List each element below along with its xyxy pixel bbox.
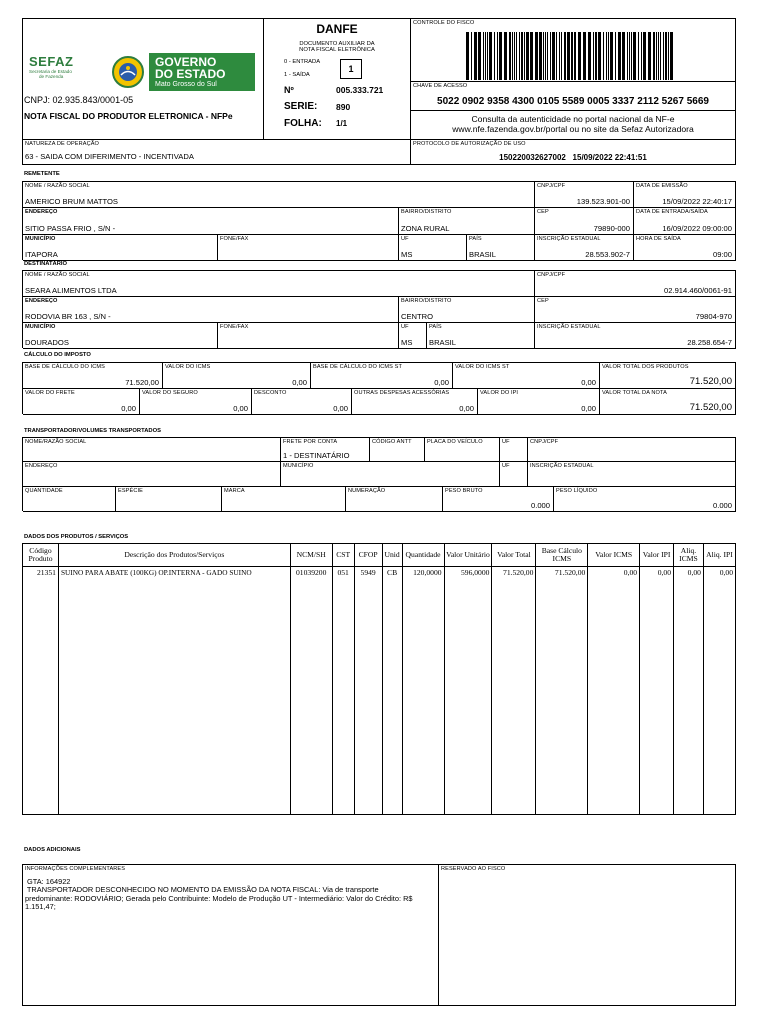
folha-label: FOLHA: (284, 118, 322, 129)
dest-pais: BRASIL (429, 338, 457, 347)
th-codigo: Código Produto (23, 544, 59, 567)
table-row (23, 567, 736, 578)
natureza-value: 63 - SAIDA COM DIFERIMENTO - INCENTIVADA (25, 152, 194, 161)
transp-numeracao-label: NUMERAÇÃO (348, 488, 386, 494)
rem-ie-label: INSCRIÇÃO ESTADUAL (537, 236, 601, 242)
rem-cep-label: CEP (537, 209, 549, 215)
info-text (25, 878, 435, 912)
transp-antt-label: CÓDIGO ANTT (372, 439, 412, 445)
cell-valor-ipi: 0,00 (640, 567, 674, 578)
serie-label: SERIE: (284, 101, 318, 112)
info-line-gta: GTA: 164922 (27, 877, 71, 886)
ipi: 0,00 (581, 404, 596, 413)
transp-nome-label: NOME/RAZÃO SOCIAL (25, 439, 87, 445)
bc-st: 0,00 (434, 378, 449, 387)
transp-frete-label: FRETE POR CONTA (283, 439, 338, 445)
cell-quantidade: 120,0000 (402, 567, 444, 578)
numero-label: Nº (284, 85, 294, 95)
transp-municipio-label: MUNICÍPIO (283, 463, 314, 469)
controle-label: CONTROLE DO FISCO (413, 20, 475, 26)
cell-descricao: SUINO PARA ABATE (100KG) OP.INTERNA - GADO SUINO (58, 567, 290, 578)
outras-label: OUTRAS DESPESAS ACESSÓRIAS (354, 390, 450, 396)
info-complementares (22, 864, 439, 1006)
dest-ie-label: INSCRIÇÃO ESTADUAL (537, 324, 601, 330)
transportador-title: TRANSPORTADOR/VOLUMES TRANSPORTADOS (24, 428, 161, 434)
rem-endereco-label: ENDEREÇO (25, 209, 58, 215)
rem-pais: BRASIL (469, 250, 497, 259)
seguro-label: VALOR DO SEGURO (142, 390, 198, 396)
destinatario-block (22, 270, 736, 348)
gov-line3: Mato Grosso do Sul (155, 81, 217, 88)
rem-hora-label: HORA DE SAÍDA (636, 236, 681, 242)
dest-cnpj-label: CNPJ/CPF (537, 272, 566, 278)
transp-placa-label: PLACA DO VEÍCULO (427, 439, 483, 445)
fisco-label: RESERVADO AO FISCO (441, 866, 506, 872)
cell-valor-total: 71.520,00 (492, 567, 536, 578)
transp-ie-label: INSCRIÇÃO ESTADUAL (530, 463, 594, 469)
dest-bairro-label: BAIRRO/DISTRITO (401, 298, 452, 304)
dest-nome-label: NOME / RAZÃO SOCIAL (25, 272, 90, 278)
dest-uf: MS (401, 338, 413, 347)
produtos-table (22, 543, 736, 815)
governo-banner (149, 53, 255, 91)
folha-value: 1/1 (336, 119, 348, 128)
remetente-block (22, 181, 736, 260)
remetente-title: REMETENTE (24, 171, 60, 177)
rem-entrada: 16/09/2022 09:00:00 (662, 224, 732, 233)
cell-aliq-ipi: 0,00 (703, 567, 735, 578)
rem-municipio-label: MUNICÍPIO (25, 236, 56, 242)
fisco-block (410, 18, 736, 140)
rem-pais-label: PAÍS (469, 236, 482, 242)
dest-ie: 28.258.654-7 (687, 338, 732, 347)
emitente-block (22, 18, 264, 140)
dest-cep: 79804-970 (695, 312, 732, 321)
protocolo-value: 150220032627002 15/09/2022 22:41:51 (499, 153, 647, 162)
cell-cfop: 5949 (354, 567, 382, 578)
protocolo-label: PROTOCOLO DE AUTORIZAÇÃO DE USO (413, 141, 526, 147)
dest-pais-label: PAÍS (429, 324, 442, 330)
emitente-cnpj: CNPJ: 02.935.843/0001-05 (24, 95, 134, 105)
th-cfop: CFOP (354, 544, 382, 567)
dest-cnpj: 02.914.460/0061-91 (664, 286, 732, 295)
rem-emissao-label: DATA DE EMISSÃO (636, 183, 688, 189)
cell-ncm: 01039200 (290, 567, 332, 578)
transp-endereco-label: ENDEREÇO (25, 463, 58, 469)
rem-ie: 28.553.902-7 (585, 250, 630, 259)
doc-title: NOTA FISCAL DO PRODUTOR ELETRONICA - NFPe (24, 111, 233, 121)
cell-base-icms: 71.520,00 (536, 567, 588, 578)
transp-peso-bruto: 0.000 (530, 501, 550, 510)
bc-st-label: BASE DE CÁLCULO DO ICMS ST (313, 364, 403, 370)
rem-entrada-label: DATA DE ENTRADA/SAÍDA (636, 209, 708, 215)
th-cst: CST (332, 544, 354, 567)
th-aliq-icms: Aliq. ICMS (674, 544, 704, 567)
th-base-icms: Base Cálculo ICMS (536, 544, 588, 567)
gov-line2: DO ESTADO (155, 67, 226, 81)
chave-value: 5022 0902 9358 4300 0105 5589 0005 3337 2112 5267 5669 (437, 96, 709, 107)
imposto-title: CÁLCULO DO IMPOSTO (24, 352, 91, 358)
th-descricao: Descrição dos Produtos/Serviços (58, 544, 290, 567)
v-nota: 71.520,00 (689, 402, 732, 413)
state-crest-icon (111, 55, 145, 89)
danfe-sub2: NOTA FISCAL ELETRÔNICA (299, 47, 375, 53)
transp-marca-label: MARCA (224, 488, 245, 494)
dest-nome: SEARA ALIMENTOS LTDA (25, 286, 117, 295)
sefaz-name: SEFAZ (29, 54, 74, 69)
tipo-box: 1 (340, 59, 362, 79)
transp-frete: 1 - DESTINATÁRIO (283, 451, 350, 460)
transp-uf2-label: UF (502, 463, 510, 469)
frete: 0,00 (121, 404, 136, 413)
th-quantidade: Quantidade (402, 544, 444, 567)
natureza-cell (22, 139, 411, 165)
v-icms: 0,00 (292, 378, 307, 387)
th-valor-ipi: Valor IPI (640, 544, 674, 567)
numero-value: 005.333.721 (336, 85, 384, 95)
rem-bairro: ZONA RURAL (401, 224, 450, 233)
table-empty-area (23, 578, 736, 815)
v-nota-label: VALOR TOTAL DA NOTA (602, 390, 667, 396)
dest-municipio: DOURADOS (25, 338, 69, 347)
cell-unid: CB (382, 567, 402, 578)
entrada-label: 0 - ENTRADA (284, 59, 321, 65)
adicionais-title: DADOS ADICIONAIS (24, 847, 81, 853)
dest-cep-label: CEP (537, 298, 549, 304)
produtos-header-row (23, 544, 736, 567)
transp-uf-label: UF (502, 439, 510, 445)
protocolo-cell (410, 139, 736, 165)
rem-cep: 79890-000 (593, 224, 630, 233)
dest-endereco-label: ENDEREÇO (25, 298, 58, 304)
frete-label: VALOR DO FRETE (25, 390, 75, 396)
danfe-title: DANFE (316, 22, 358, 36)
th-unid: Unid (382, 544, 402, 567)
ipi-label: VALOR DO IPI (480, 390, 519, 396)
destinatario-title: DESTINATÁRIO (24, 261, 68, 267)
sefaz-sub2: de Fazenda (39, 74, 64, 79)
rem-hora: 09:00 (712, 250, 732, 259)
rem-municipio: ITAPORA (25, 250, 58, 259)
rem-nome: AMERICO BRUM MATTOS (25, 197, 118, 206)
v-prod: 71.520,00 (689, 376, 732, 387)
info-line-modelo: predominante: RODOVIÁRIO; Gerada pelo Contribuinte: Modelo de Produção UT - Intermediário: Valor do Crédito: R$ (25, 893, 413, 903)
th-aliq-ipi: Aliq. IPI (703, 544, 735, 567)
transp-qtd-label: QUANTIDADE (25, 488, 63, 494)
gov-line1: GOVERNO (155, 55, 217, 69)
rem-fone-label: FONE/FAX (220, 236, 249, 242)
rem-uf: MS (401, 250, 413, 259)
rem-nome-label: NOME / RAZÃO SOCIAL (25, 183, 90, 189)
rem-uf-label: UF (401, 236, 409, 242)
cell-codigo: 21351 (23, 567, 59, 578)
outras: 0,00 (459, 404, 474, 413)
v-prod-label: VALOR TOTAL DOS PRODUTOS (602, 364, 689, 370)
transp-peso-bruto-label: PESO BRUTO (445, 488, 483, 494)
chave-label: CHAVE DE ACESSO (413, 83, 468, 89)
transp-peso-liq-label: PESO LÍQUIDO (556, 488, 598, 494)
bc-icms: 71.520,00 (125, 378, 159, 387)
info-line-transp: TRANSPORTADOR DESCONHECIDO NO MOMENTO DA EMISSÃO DA NOTA FISCAL: Via de transporte (25, 885, 379, 895)
rem-bairro-label: BAIRRO/DISTRITO (401, 209, 452, 215)
v-icms-label: VALOR DO ICMS (165, 364, 211, 370)
cell-cst: 051 (332, 567, 354, 578)
v-st-label: VALOR DO ICMS ST (455, 364, 510, 370)
transp-peso-liq: 0.000 (712, 501, 732, 510)
cell-valor-unitario: 596,0000 (444, 567, 492, 578)
transp-especie-label: ESPÉCIE (118, 488, 143, 494)
reservado-fisco (438, 864, 736, 1006)
th-valor-unitario: Valor Unitário (444, 544, 492, 567)
seguro: 0,00 (233, 404, 248, 413)
consulta-line1: Consulta da autenticidade no portal nacional da NF-e (471, 114, 675, 124)
dest-fone-label: FONE/FAX (220, 324, 249, 330)
danfe-sub1: DOCUMENTO AUXILIAR DA (299, 41, 375, 47)
sefaz-sub1: Secretaria de Estado (29, 69, 72, 74)
desconto-label: DESCONTO (254, 390, 287, 396)
sefaz-logo (29, 54, 91, 84)
dest-bairro: CENTRO (401, 312, 434, 321)
th-valor-icms: Valor ICMS (588, 544, 640, 567)
info-line-credito: 1.151,47; (25, 902, 56, 912)
cell-valor-icms: 0,00 (588, 567, 640, 578)
th-ncm: NCM/SH (290, 544, 332, 567)
desconto: 0,00 (333, 404, 348, 413)
info-label: INFORMAÇÕES COMPLEMENTARES (25, 866, 126, 872)
transp-cnpj-label: CNPJ/CPF (530, 439, 559, 445)
danfe-block (263, 18, 411, 140)
v-st: 0,00 (581, 378, 596, 387)
imposto-block (22, 362, 736, 414)
rem-cnpj-label: CNPJ/CPF (537, 183, 566, 189)
bc-icms-label: BASE DE CÁLCULO DO ICMS (25, 364, 106, 370)
rem-endereco: SITIO PASSA FRIO , S/N - (25, 224, 116, 233)
natureza-label: NATUREZA DE OPERAÇÃO (25, 141, 100, 147)
produtos-title: DADOS DOS PRODUTOS / SERVIÇOS (24, 534, 129, 540)
dest-uf-label: UF (401, 324, 409, 330)
saida-label: 1 - SAÍDA (284, 72, 310, 78)
dest-endereco: RODOVIA BR 163 , S/N - (25, 312, 111, 321)
barcode (466, 32, 674, 80)
rem-cnpj: 139.523.901-00 (576, 197, 630, 206)
rem-emissao: 15/09/2022 22:40:17 (662, 197, 732, 206)
serie-value: 890 (336, 102, 351, 112)
consulta-line2: www.nfe.fazenda.gov.br/portal ou no site da Sefaz Autorizadora (452, 124, 694, 134)
th-valor-total: Valor Total (492, 544, 536, 567)
cell-aliq-icms: 0,00 (674, 567, 704, 578)
dest-municipio-label: MUNICÍPIO (25, 324, 56, 330)
transportador-block (22, 437, 736, 511)
